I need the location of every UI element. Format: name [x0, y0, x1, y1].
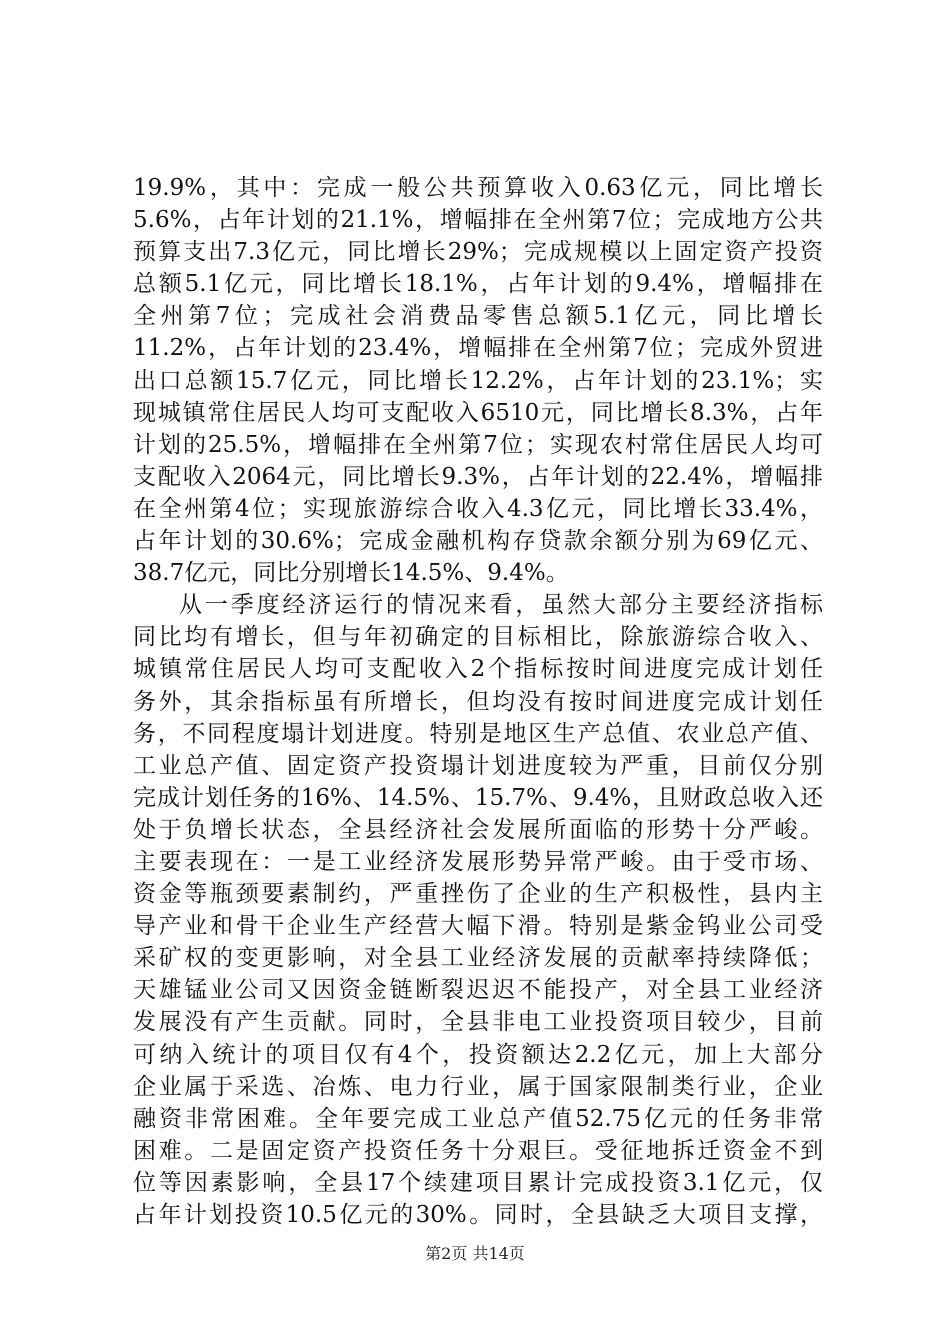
text-line: 总额5.1亿元，同比增长18.1%，占年计划的9.4%，增幅排在	[133, 271, 823, 298]
paragraph-1	[133, 172, 823, 589]
text-line: 务外，其余指标虽有所增长，但均没有按时间进度完成计划任	[133, 688, 823, 715]
document-body	[133, 172, 823, 1231]
text-line: 5.6%，占年计划的21.1%，增幅排在全州第7位；完成地方公共	[133, 207, 823, 234]
text-line: 资金等瓶颈要素制约，严重挫伤了企业的生产积极性，县内主	[133, 881, 823, 908]
text-line: 发展没有产生贡献。同时，全县非电工业投资项目较少，目前	[133, 1009, 823, 1036]
text-line: 工业总产值、固定资产投资塌计划进度较为严重，目前仅分别	[133, 752, 823, 779]
text-line: 主要表现在：一是工业经济发展形势异常严峻。由于受市场、	[133, 848, 823, 875]
text-line: 采矿权的变更影响，对全县工业经济发展的贡献率持续降低；	[133, 945, 823, 972]
text-line: 完成计划任务的16%、14.5%、15.7%、9.4%，且财政总收入还	[133, 784, 823, 811]
text-line: 处于负增长状态，全县经济社会发展所面临的形势十分严峻。	[133, 816, 823, 843]
text-line: 企业属于采选、冶炼、电力行业，属于国家限制类行业，企业	[133, 1073, 823, 1100]
text-line: 城镇常住居民人均可支配收入2个指标按时间进度完成计划任	[133, 656, 823, 683]
text-line: 在全州第4位；实现旅游综合收入4.3亿元，同比增长33.4%，	[133, 495, 823, 522]
text-line: 38.7亿元，同比分别增长14.5%、9.4%。	[133, 560, 569, 587]
paragraph-2	[133, 589, 823, 1231]
text-line: 务，不同程度塌计划进度。特别是地区生产总值、农业总产值、	[133, 720, 823, 747]
text-line: 可纳入统计的项目仅有4个，投资额达2.2亿元，加上大部分	[133, 1041, 823, 1068]
text-line: 融资非常困难。全年要完成工业总产值52.75亿元的任务非常	[133, 1105, 823, 1132]
text-line: 位等因素影响，全县17个续建项目累计完成投资3.1亿元，仅	[133, 1169, 823, 1196]
text-line: 天雄锰业公司又因资金链断裂迟迟不能投产，对全县工业经济	[133, 977, 823, 1004]
text-line: 占年计划投资10.5亿元的30%。同时，全县缺乏大项目支撑，	[133, 1202, 823, 1228]
text-line: 导产业和骨干企业生产经营大幅下滑。特别是紫金钨业公司受	[133, 913, 823, 940]
text-line: 现城镇常住居民人均可支配收入6510元，同比增长8.3%，占年	[133, 399, 823, 426]
text-line: 19.9%，其中：完成一般公共预算收入0.63亿元，同比增长	[133, 175, 823, 201]
page-number-footer: 第2页 共14页	[425, 1244, 525, 1263]
text-line: 计划的25.5%，增幅排在全州第7位；实现农村常住居民人均可	[133, 431, 823, 458]
text-line: 出口总额15.7亿元，同比增长12.2%，占年计划的23.1%；实	[133, 367, 823, 394]
text-line: 占年计划的30.6%；完成金融机构存贷款余额分别为69亿元、	[133, 528, 823, 555]
text-line: 11.2%，占年计划的23.4%，增幅排在全州第7位；完成外贸进	[133, 335, 823, 362]
text-line: 困难。二是固定资产投资任务十分艰巨。受征地拆迁资金不到	[133, 1137, 823, 1164]
text-line: 全州第7位；完成社会消费品零售总额5.1亿元，同比增长	[133, 303, 823, 330]
text-line: 支配收入2064元，同比增长9.3%，占年计划的22.4%，增幅排	[133, 463, 823, 490]
text-line: 预算支出7.3亿元，同比增长29%；完成规模以上固定资产投资	[133, 239, 823, 266]
text-line: 同比均有增长，但与年初确定的目标相比，除旅游综合收入、	[133, 624, 823, 651]
text-line: 从一季度经济运行的情况来看，虽然大部分主要经济指标	[179, 592, 823, 619]
